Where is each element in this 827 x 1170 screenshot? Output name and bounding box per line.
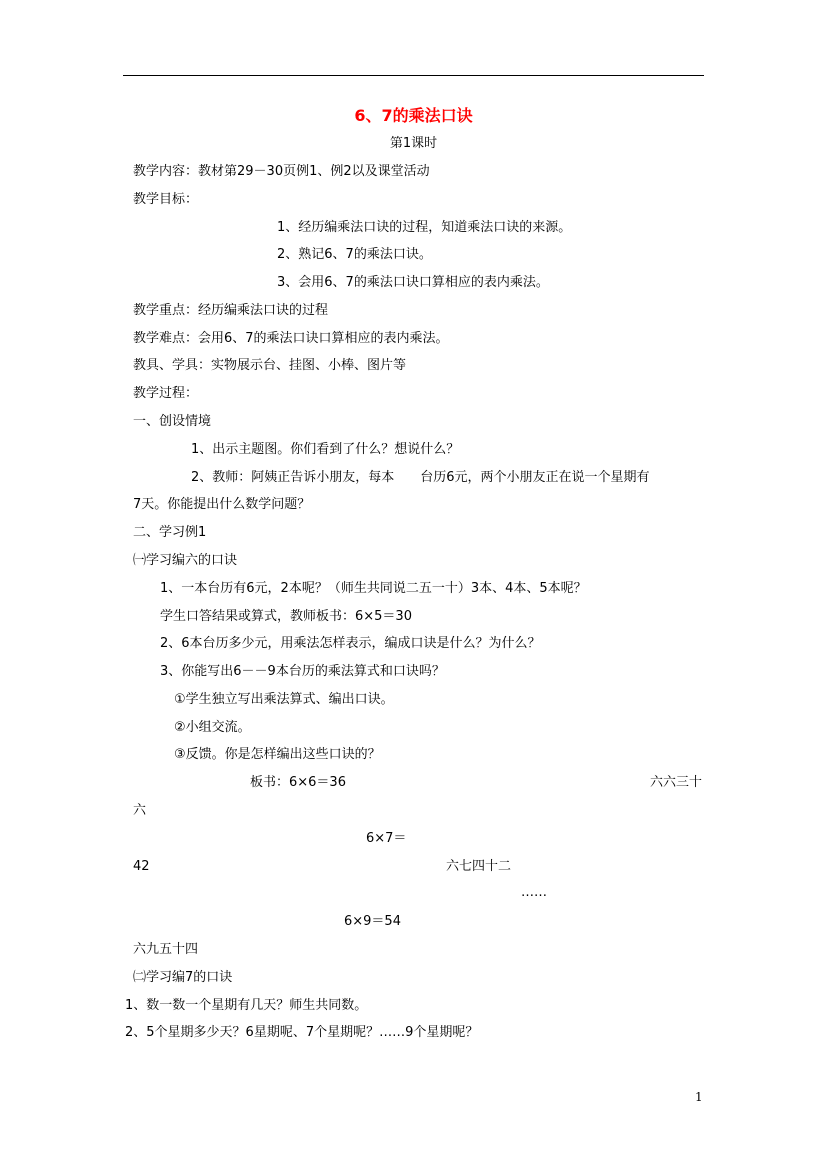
header-rule bbox=[123, 75, 704, 76]
lesson-period: 第1课时 bbox=[389, 136, 438, 151]
document-title: 6、7的乘法口诀 bbox=[354, 106, 473, 125]
page-number: 1 bbox=[695, 1090, 703, 1104]
list-item: 1、数一数一个星期有几天？师生共同数。 bbox=[125, 998, 368, 1013]
goal-item: 1、经历编乘法口诀的过程，知道乘法口诀的来源。 bbox=[277, 220, 572, 235]
list-item: ①学生独立写出乘法算式、编出口诀。 bbox=[174, 692, 394, 707]
teaching-content: 教学内容：教材第29－30页例1、例2以及课堂活动 bbox=[133, 164, 430, 179]
process-label: 教学过程： bbox=[133, 386, 199, 401]
key-point: 教学重点：经历编乘法口诀的过程 bbox=[133, 303, 329, 318]
goal-item: 2、熟记6、7的乘法口诀。 bbox=[277, 247, 432, 262]
board-ellipsis: …… bbox=[521, 885, 547, 900]
list-item: ②小组交流。 bbox=[174, 720, 251, 735]
subsection-heading: ㈠学习编六的口诀 bbox=[133, 553, 238, 568]
board-chant: 六六三十 bbox=[650, 775, 703, 790]
board-equation: 6×7＝ bbox=[366, 831, 407, 846]
section-heading: 二、学习例1 bbox=[133, 525, 207, 540]
list-item: 学生口答结果或算式，教师板书：6×5＝30 bbox=[160, 609, 412, 624]
list-item: 2、6本台历多少元，用乘法怎样表示，编成口诀是什么？为什么？ bbox=[160, 636, 541, 651]
board-label: 板书：6×6＝36 bbox=[250, 775, 346, 790]
board-equation: 6×9＝54 bbox=[344, 914, 401, 929]
list-item: 2、5个星期多少天？6星期呢、7个星期呢？……9个星期呢？ bbox=[125, 1025, 479, 1040]
section-heading: 一、创设情境 bbox=[133, 414, 212, 429]
list-item: 7天。你能提出什么数学问题？ bbox=[133, 497, 311, 512]
board-value: 42 bbox=[133, 859, 150, 874]
board-chant: 六 bbox=[133, 803, 147, 818]
list-item: 2、教师：阿姨正告诉小朋友，每本 台历6元，两个小朋友正在说一个星期有 bbox=[191, 470, 650, 485]
list-item: 1、一本台历有6元，2本呢？（师生共同说二五一十）3本、4本、5本呢？ bbox=[160, 581, 587, 596]
goals-label: 教学目标： bbox=[133, 192, 199, 207]
goal-item: 3、会用6、7的乘法口诀口算相应的表内乘法。 bbox=[277, 275, 549, 290]
list-item: 1、出示主题图。你们看到了什么？想说什么？ bbox=[191, 442, 460, 457]
list-item: 3、你能写出6－－9本台历的乘法算式和口诀吗？ bbox=[160, 664, 445, 679]
list-item: ③反馈。你是怎样编出这些口诀的？ bbox=[174, 747, 381, 762]
difficulty: 教学难点：会用6、7的乘法口诀口算相应的表内乘法。 bbox=[133, 331, 449, 346]
board-chant: 六七四十二 bbox=[446, 859, 512, 874]
teaching-tools: 教具、学具：实物展示台、挂图、小棒、图片等 bbox=[133, 358, 407, 373]
board-chant: 六九五十四 bbox=[133, 942, 199, 957]
subsection-heading: ㈡学习编7的口诀 bbox=[133, 970, 233, 985]
